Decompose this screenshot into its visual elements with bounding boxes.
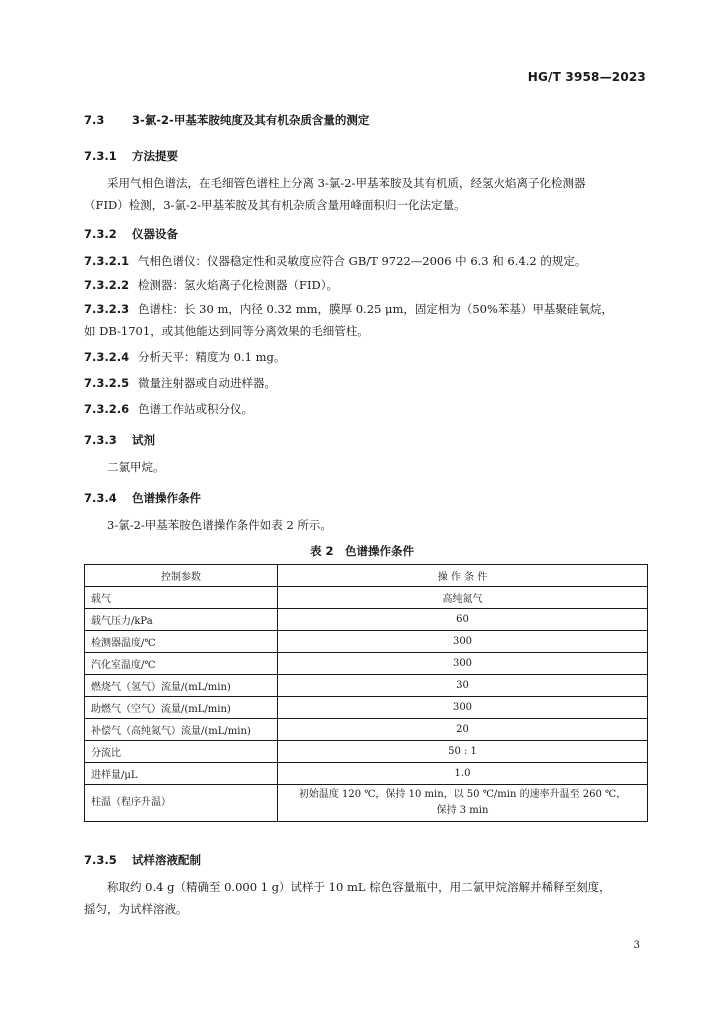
parameter-cell: 载气 [85,587,278,609]
header-condition: 操 作 条 件 [278,565,648,587]
header-parameter: 控制参数 [85,565,278,587]
item-number: 7.3.2.3 [84,302,130,316]
table-row [85,719,648,741]
section-title: 方法提要 [132,149,178,163]
condition-cell: 20 [278,719,648,741]
page-number: 3 [633,940,640,951]
item-7-3-2-3-line-2: 如 DB-1701，或其他能达到同等分离效果的毛细管柱。 [84,324,369,338]
paragraph-method-line-1: 采用气相色谱法，在毛细管色谱柱上分离 3-氯-2-甲基苯胺及其有机质，经氢火焰离子化检测器 [107,176,586,190]
parameter-cell: 进样量/μL [85,763,278,785]
table-row [85,587,648,609]
parameter-cell: 助燃气（空气）流量/(mL/min) [85,697,278,719]
parameter-cell: 汽化室温度/℃ [85,653,278,675]
item-7-3-2-4 [84,346,644,368]
item-7-3-2-5 [84,372,644,394]
section-title: 仪器设备 [132,227,178,241]
condition-cell: 50 : 1 [278,741,648,763]
section-7-3-1-heading [84,148,178,164]
condition-line-2: 保持 3 min [436,805,489,816]
condition-cell: 60 [278,609,648,631]
section-7-3-2-heading [84,226,178,242]
section-number: 7.3.2 [84,227,117,241]
parameter-cell: 柱温（程序升温） [85,785,278,822]
item-text: 色谱工作站或积分仪。 [138,402,253,416]
standard-number: HG/T 3958—2023 [527,70,646,84]
section-7-3-5-heading [84,852,201,868]
condition-line-1: 初始温度 120 ℃，保持 10 min，以 50 ℃/min 的速率升温至 260 ℃， [298,789,627,800]
condition-cell: 300 [278,631,648,653]
item-text: 色谱柱：长 30 m，内径 0.32 mm，膜厚 0.25 μm，固定相为（50%苯基）甲基聚硅氧烷， [138,302,613,316]
item-7-3-2-6 [84,398,644,420]
section-7-3-3-heading [84,432,155,448]
condition-cell: 1.0 [278,763,648,785]
condition-cell: 高纯氮气 [278,587,648,609]
item-number: 7.3.2.2 [84,278,130,292]
section-7-3-heading [84,112,369,128]
paragraph-reagent: 二氯甲烷。 [107,460,165,474]
item-number: 7.3.2.5 [84,376,130,390]
parameter-cell: 燃烧气（氢气）流量/(mL/min) [85,675,278,697]
table-row [85,697,648,719]
paragraph-sample-line-2: 摇匀，为试样溶液。 [84,902,188,916]
item-7-3-2-3 [84,298,644,320]
table-header-row [85,565,648,587]
section-number: 7.3.1 [84,149,117,163]
item-text: 分析天平：精度为 0.1 mg。 [138,350,286,364]
section-title: 试样溶液配制 [132,853,201,867]
table-row [85,763,648,785]
table-row [85,675,648,697]
parameter-cell: 载气压力/kPa [85,609,278,631]
section-number: 7.3.4 [84,491,117,505]
item-text: 检测器：氢火焰离子化检测器（FID）。 [138,278,338,292]
table-row [85,653,648,675]
section-7-3-4-heading [84,490,201,506]
table-caption: 表 2 色谱操作条件 [309,544,414,558]
item-text: 气相色谱仪：仪器稳定性和灵敏度应符合 GB/T 9722—2006 中 6.3 和 6.4.2 的规定。 [138,254,587,268]
item-number: 7.3.2.4 [84,350,130,364]
parameter-cell: 分流比 [85,741,278,763]
item-7-3-2-2 [84,274,644,296]
condition-cell [278,785,648,822]
parameter-cell: 补偿气（高纯氮气）流量/(mL/min) [85,719,278,741]
paragraph-sample-line-1: 称取约 0.4 g（精确至 0.000 1 g）试样于 10 mL 棕色容量瓶中，用二氯甲烷溶解并稀释至刻度， [107,880,611,894]
section-number: 7.3.3 [84,433,117,447]
paragraph-conditions: 3-氯-2-甲基苯胺色谱操作条件如表 2 所示。 [107,518,332,532]
item-7-3-2-1 [84,250,644,272]
table-row [85,741,648,763]
condition-cell: 300 [278,697,648,719]
paragraph-method-line-2: （FID）检测，3-氯-2-甲基苯胺及其有机杂质含量用峰面积归一化法定量。 [84,198,466,212]
conditions-table [84,564,648,822]
item-number: 7.3.2.6 [84,402,130,416]
section-title: 试剂 [132,433,155,447]
table-row [85,631,648,653]
section-title: 色谱操作条件 [132,491,201,505]
condition-cell: 30 [278,675,648,697]
section-number: 7.3 [84,113,105,127]
condition-cell: 300 [278,653,648,675]
item-text: 微量注射器或自动进样器。 [138,376,276,390]
section-number: 7.3.5 [84,853,117,867]
table-row [85,609,648,631]
item-number: 7.3.2.1 [84,254,130,268]
section-title: 3-氯-2-甲基苯胺纯度及其有机杂质含量的测定 [132,113,370,127]
table-row [85,785,648,822]
parameter-cell: 检测器温度/℃ [85,631,278,653]
